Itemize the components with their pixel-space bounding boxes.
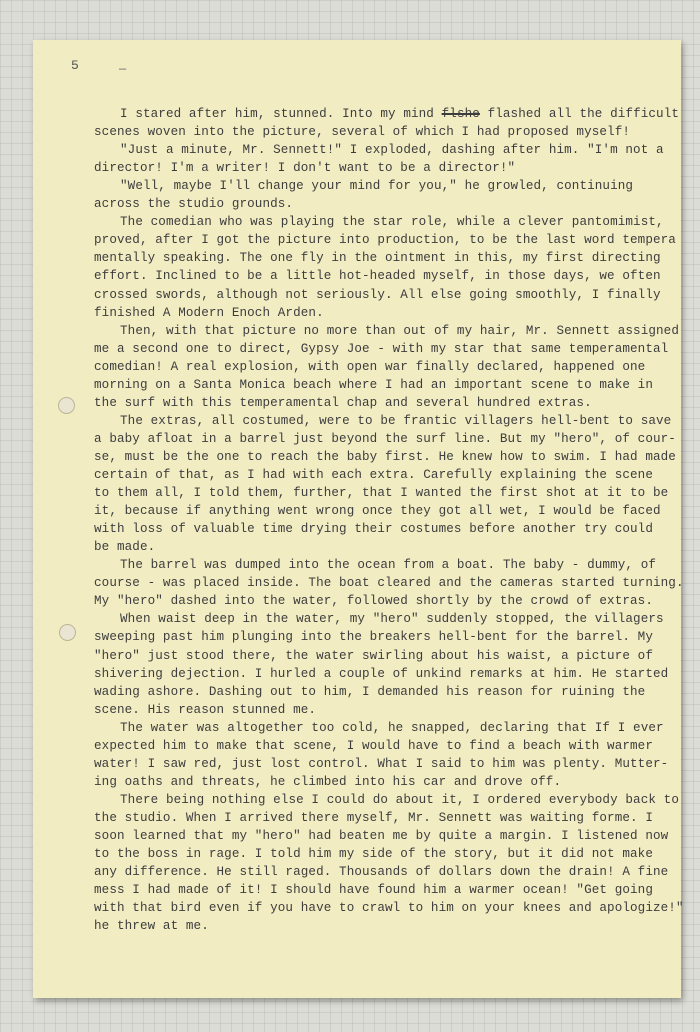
text-line: "Just a minute, Mr. Sennett!" I exploded, dashing after him. "I'm not a xyxy=(120,143,664,158)
punch-hole-bottom xyxy=(59,624,76,641)
text-line: Then, with that picture no more than out of my hair, Mr. Sennett assigned xyxy=(120,323,679,338)
page-number: 5 xyxy=(71,58,79,73)
text-line: "Well, maybe I'll change your mind for you," he growled, continuing xyxy=(120,179,634,194)
text-line: comedian! A real explosion, with open war finally declared, happened one xyxy=(94,359,646,374)
text-line: effort. Inclined to be a little hot-headed myself, in those days, we often xyxy=(94,269,661,284)
text-line: director! I'm a writer! I don't want to be a director!" xyxy=(94,161,516,176)
text-line: to them all, I told them, further, that I wanted the first shot at it to be xyxy=(94,486,669,501)
text-line: The comedian who was playing the star role, while a clever pantomimist, xyxy=(120,215,664,230)
text-line: se, must be the one to reach the baby first. He knew how to swim. I had made xyxy=(94,449,676,464)
text-segment: I stared after him, stunned. Into my mind xyxy=(120,107,442,121)
page-mark: — xyxy=(119,62,127,76)
punch-hole-top xyxy=(58,397,75,414)
text-line: the surf with this temperamental chap and several hundred extras. xyxy=(94,395,592,410)
text-line: The extras, all costumed, were to be frantic villagers hell-bent to save xyxy=(120,413,672,428)
text-line: "hero" just stood there, the water swirling about his waist, a picture of xyxy=(94,648,653,663)
text-line: across the studio grounds. xyxy=(94,197,294,212)
text-line: soon learned that my "hero" had beaten me by quite a margin. I listened now xyxy=(94,829,669,843)
text-line: with loss of valuable time drying their costumes before another try could xyxy=(94,522,653,537)
text-line: be made. xyxy=(94,540,156,555)
text-line: it, because if anything went wrong once they got all wet, I would be faced xyxy=(94,504,661,519)
text-line: morning on a Santa Monica beach where I had an important scene to make in xyxy=(94,377,653,392)
struck-word: flshe xyxy=(441,107,480,121)
text-line: a baby afloat in a barrel just beyond the surf line. But my "hero", of cour- xyxy=(94,431,676,446)
text-line xyxy=(120,105,679,123)
text-line: shivering dejection. I hurled a couple of unkind remarks at him. He started xyxy=(94,666,669,681)
text-line: wading ashore. Dashing out to him, I demanded his reason for ruining the xyxy=(94,684,646,699)
text-line: When waist deep in the water, my "hero" suddenly stopped, the villagers xyxy=(120,612,664,627)
text-line: mentally speaking. The one fly in the ointment in this, my first directing xyxy=(94,251,661,266)
text-line: The barrel was dumped into the ocean from a boat. The baby - dummy, of xyxy=(120,558,657,573)
text-line: There being nothing else I could do about it, I ordered everybody back to xyxy=(120,792,679,807)
text-line: sweeping past him plunging into the breakers hell-bent for the barrel. My xyxy=(94,630,653,645)
text-line: crossed swords, although not seriously. All else going smoothly, I finally xyxy=(94,287,661,302)
typewritten-page xyxy=(33,40,684,998)
text-line: with that bird even if you have to crawl to him on your knees and apologize!" xyxy=(94,901,684,916)
text-line: ing oaths and threats, he climbed into his car and drove off. xyxy=(94,774,562,789)
text-line: he threw at me. xyxy=(94,919,209,934)
text-line: course - was placed inside. The boat cleared and the cameras started turning. xyxy=(94,576,684,591)
text-line: scene. His reason stunned me. xyxy=(94,702,317,717)
text-line: scenes woven into the picture, several of which I had proposed myself! xyxy=(94,125,631,140)
text-line: mess I had made of it! I should have found him a warmer ocean! "Get going xyxy=(94,883,653,898)
text-segment: flashed all the difficult xyxy=(479,107,680,121)
text-line: to the boss in rage. I told him my side of the story, but it did not make xyxy=(94,847,653,862)
text-line: The water was altogether too cold, he snapped, declaring that If I ever xyxy=(120,720,664,735)
text-line: me a second one to direct, Gypsy Joe - with my star that same temperamental xyxy=(94,341,669,356)
text-line: any difference. He still raged. Thousands of dollars down the drain! A fine xyxy=(94,865,669,880)
text-line: water! I saw red, just lost control. What I said to him was plenty. Mutter- xyxy=(94,756,669,771)
text-line: My "hero" dashed into the water, followed shortly by the crowd of extras. xyxy=(94,594,653,609)
text-line: finished A Modern Enoch Arden. xyxy=(94,305,324,320)
text-line: the studio. When I arrived there myself, Mr. Sennett was waiting forme. I xyxy=(94,810,653,825)
text-line: certain of that, as I had with each extra. Carefully explaining the scene xyxy=(94,468,653,482)
text-line: proved, after I got the picture into production, to be the last word tempera xyxy=(94,233,676,248)
text-line: expected him to make that scene, I would have to find a beach with warmer xyxy=(94,738,653,753)
